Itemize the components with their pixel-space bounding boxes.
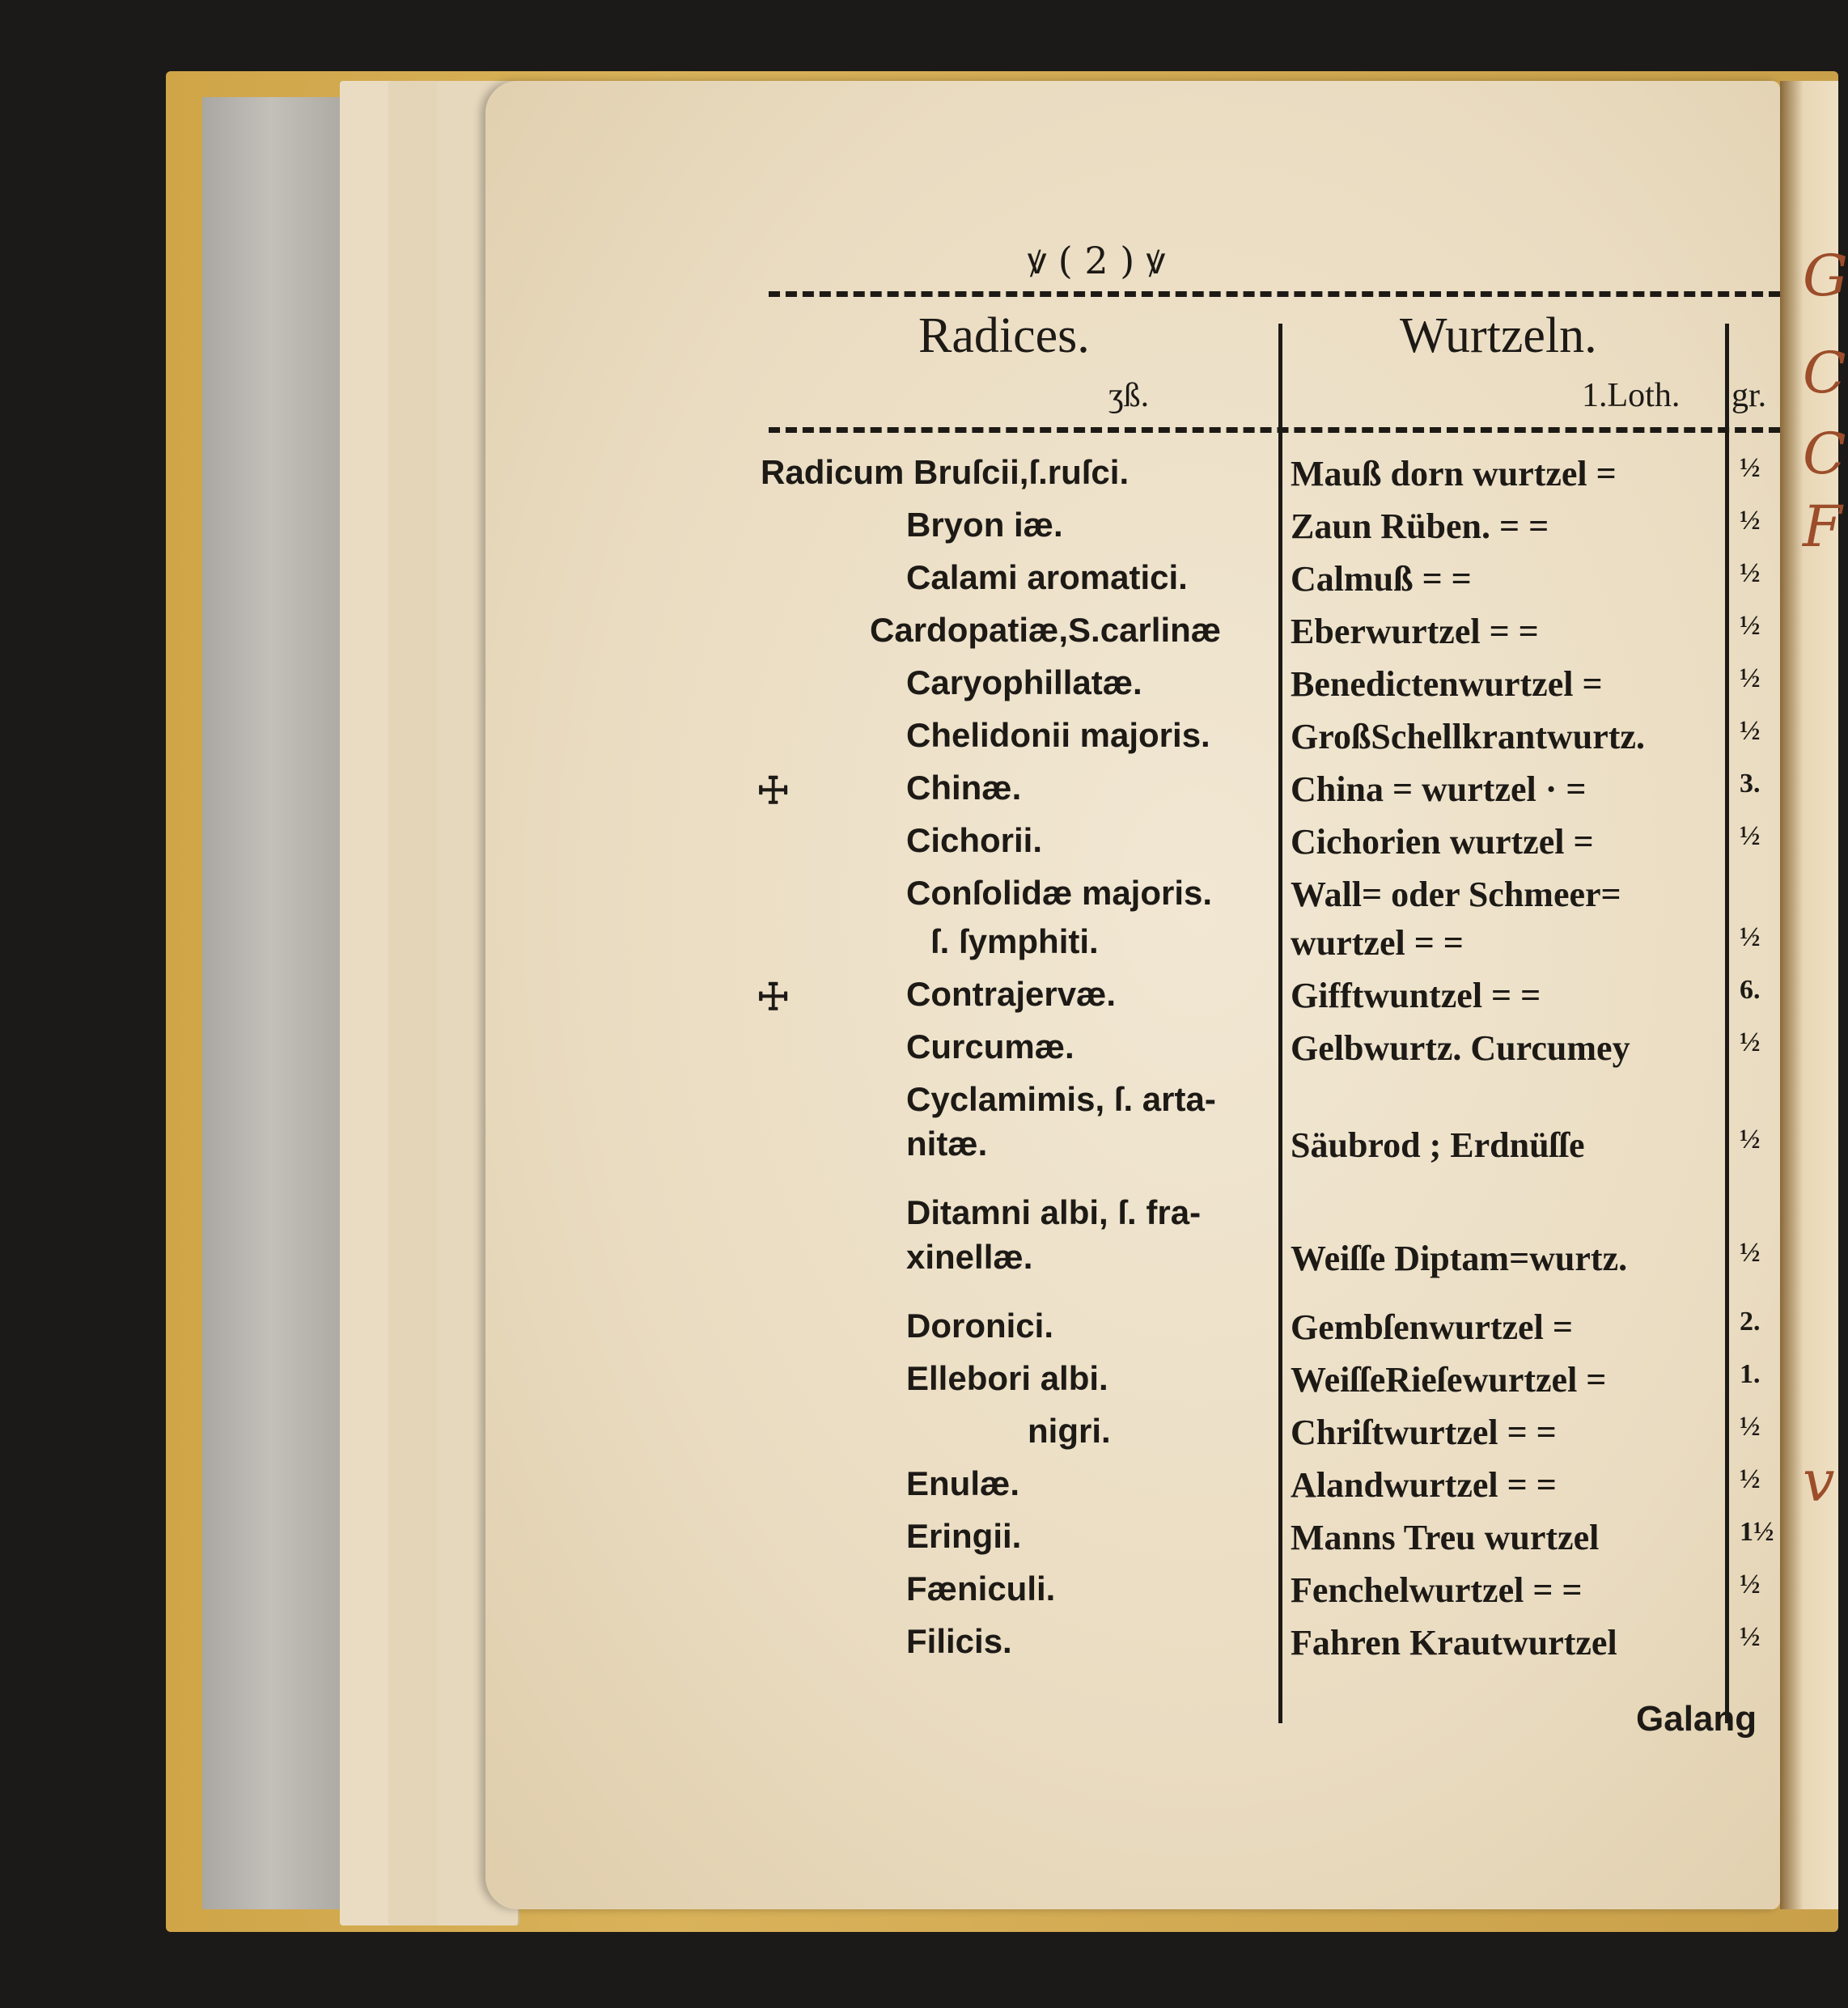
price-value: 1. — [1740, 1359, 1761, 1389]
price-value: ½ — [1740, 716, 1761, 746]
latin-name: Fæniculi. — [906, 1570, 1056, 1608]
latin-name: Ellebori albi. — [906, 1359, 1108, 1397]
latin-name: Radicum Bruſcii,ſ.ruſci. — [761, 453, 1130, 491]
latin-name: Chelidonii majoris. — [906, 716, 1210, 754]
price-value: ½ — [1740, 922, 1761, 952]
table-row — [761, 922, 1780, 974]
margin-note: v — [1803, 1448, 1835, 1514]
price-value: ½ — [1740, 1027, 1761, 1057]
german-name: Benedictenwurtzel = — [1291, 664, 1603, 704]
latin-name: Cichorii. — [906, 821, 1043, 859]
table-row — [761, 1464, 1780, 1516]
german-name: Zaun Rüben. = = — [1291, 506, 1549, 546]
table-row — [761, 663, 1780, 715]
latin-name: Cardopatiæ,S.carlinæ — [870, 611, 1222, 649]
german-name: Manns Treu wurtzel — [1291, 1518, 1600, 1557]
german-name: Fenchelwurtzel = = — [1291, 1570, 1583, 1610]
table-row — [761, 1125, 1780, 1176]
margin-note: C — [1803, 421, 1846, 487]
ornament-right-icon: ꝟ — [1146, 239, 1165, 282]
rule-top — [769, 291, 1780, 297]
margin-note: G — [1803, 243, 1848, 309]
rule-header-bottom — [769, 427, 1780, 433]
latin-name: nitæ. — [906, 1125, 988, 1163]
price-value: ½ — [1740, 663, 1761, 693]
table-row — [761, 1570, 1780, 1621]
table-row — [761, 1238, 1780, 1290]
table-row — [761, 1307, 1780, 1358]
dagger-mark-icon: ☩ — [757, 975, 790, 1019]
catchword: Galang — [1636, 1699, 1757, 1739]
price-unit: gr. — [1731, 377, 1767, 414]
price-value: 2. — [1740, 1307, 1761, 1337]
ornament-left-icon: ꝟ — [1028, 239, 1047, 282]
price-value: ½ — [1740, 1570, 1761, 1599]
german-name: Gifftwuntzel = = — [1291, 976, 1541, 1015]
price-value: 6. — [1740, 975, 1761, 1005]
latin-name: Bryon iæ. — [906, 506, 1063, 544]
latin-name: Enulæ. — [906, 1464, 1020, 1502]
latin-name: Chinæ. — [906, 769, 1022, 807]
german-name: Gembſenwurtzel = — [1291, 1307, 1573, 1347]
german-name: China = wurtzel · = — [1291, 769, 1587, 809]
price-value: ½ — [1740, 558, 1761, 588]
latin-name: Conſolidæ majoris. — [906, 874, 1213, 912]
table-row — [757, 769, 1780, 820]
latin-name: Eringii. — [906, 1517, 1022, 1555]
endpaper — [202, 97, 340, 1909]
price-value: ½ — [1740, 453, 1761, 483]
table-row — [761, 453, 1780, 505]
table-row — [761, 821, 1780, 873]
german-name: wurtzel = = — [1291, 923, 1464, 963]
price-value: ½ — [1740, 611, 1761, 641]
latin-name: Calami aromatici. — [906, 558, 1188, 596]
latin-name: Cyclamimis, ſ. arta- — [906, 1080, 1216, 1118]
price-value: ½ — [1740, 1412, 1761, 1442]
price-value: ½ — [1740, 1238, 1761, 1268]
latin-name: Doronici. — [906, 1307, 1054, 1345]
page-number: ( 2 ) — [1058, 239, 1135, 282]
german-unit: 1.Loth. — [1582, 377, 1681, 414]
latin-column-title: Radices. — [918, 308, 1090, 363]
table-row — [761, 874, 1780, 926]
price-value: 3. — [1740, 769, 1761, 799]
table-row — [761, 1027, 1780, 1079]
price-value: ½ — [1740, 1464, 1761, 1494]
german-name: Säubrod ; Erdnüſſe — [1291, 1125, 1585, 1165]
latin-name: Filicis. — [906, 1622, 1012, 1660]
latin-name: Ditamni albi, ſ. fra- — [906, 1193, 1202, 1231]
german-name: Wall= oder Schmeer= — [1291, 875, 1621, 914]
price-value: ½ — [1740, 1622, 1761, 1652]
latin-name: Caryophillatæ. — [906, 663, 1142, 701]
price-value: 1½ — [1740, 1517, 1774, 1547]
table-row — [761, 716, 1780, 768]
german-name: WeiſſeRieſewurtzel = — [1291, 1360, 1607, 1400]
german-name: Calmuß = = — [1291, 559, 1472, 599]
table-row — [761, 558, 1780, 610]
table-row — [761, 1412, 1780, 1464]
german-name: Mauß dorn wurtzel = — [1291, 454, 1617, 494]
price-value: ½ — [1740, 821, 1761, 851]
latin-name: xinellæ. — [906, 1238, 1033, 1276]
price-value: ½ — [1740, 1125, 1761, 1154]
price-table — [757, 227, 1780, 1780]
german-name: Eberwurtzel = = — [1291, 612, 1539, 651]
german-name: Gelbwurtz. Curcumey — [1291, 1028, 1630, 1068]
latin-name: Curcumæ. — [906, 1027, 1074, 1065]
latin-name: nigri. — [1028, 1412, 1111, 1450]
german-name: Alandwurtzel = = — [1291, 1465, 1557, 1505]
latin-name: ſ. ſymphiti. — [930, 922, 1099, 960]
margin-note: C — [1803, 340, 1846, 406]
table-row — [761, 1517, 1780, 1569]
margin-note: F — [1803, 494, 1842, 560]
table-row — [757, 975, 1780, 1027]
german-name: Chriſtwurtzel = = — [1291, 1413, 1557, 1452]
table-row — [761, 611, 1780, 663]
table-row — [761, 1622, 1780, 1674]
latin-unit: ʒß. — [1108, 377, 1150, 414]
table-row — [761, 1359, 1780, 1411]
table-row — [761, 506, 1780, 557]
german-name: Fahren Krautwurtzel — [1291, 1623, 1617, 1663]
german-name: GroßSchellkrantwurtz. — [1291, 717, 1645, 756]
german-column-title: Wurtzeln. — [1400, 308, 1597, 363]
german-name: Cichorien wurtzel = — [1291, 822, 1594, 862]
dagger-mark-icon: ☩ — [757, 769, 790, 812]
latin-name: Contrajervæ. — [906, 975, 1117, 1013]
price-value: ½ — [1740, 506, 1761, 536]
german-name: Weiſſe Diptam=wurtz. — [1291, 1239, 1628, 1278]
running-header — [1028, 235, 1165, 285]
